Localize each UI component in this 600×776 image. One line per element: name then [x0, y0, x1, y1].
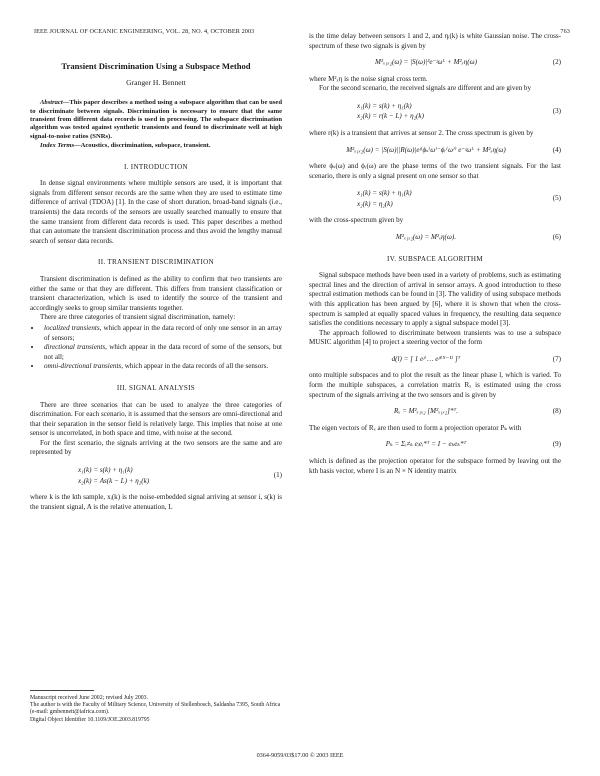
- equation-line: x₂(k) = r(k − L) + η₂(k): [357, 112, 424, 121]
- equation-number: (2): [552, 58, 561, 67]
- ss-paragraph-5: which is defined as the projection operator for the subspace formed by leaving out the kth basis vector, where I is an N × N identity matrix: [309, 457, 561, 475]
- equation-8: [309, 407, 561, 417]
- sa-paragraph-1: There are three scenarios that can be used to analyze the three categories of discrimination. For each scenario, it is assumed that the sensors are omni-directional and that their separation in the sensor field is relatively large. This implies that noise at one sensor is uncorrelated, in both space and time, with noise at the second.: [30, 400, 282, 438]
- ss-paragraph-1: Signal subspace methods have been used in a variety of problems, such as estimating spectral lines and the direction of arrival in sensor arrays. A good introduction to these spectral estimation methods can be found in [3]. The validity of using subspace methods with this application has been argued by [6], where it is shown that when the cross-spectrum is sampled at equally spaced values in frequency, the resulting data sequence satisfies the conditions necessary to apply a signal subspace model [3].: [309, 271, 561, 328]
- index-terms-text: Acoustics, discrimination, subspace, transient.: [80, 142, 211, 150]
- index-terms: [30, 142, 282, 150]
- sa-paragraph-3: where k is the kth sample, xᵢ(k) is the noise-embedded signal arriving at sensor i, s(k) is the transient signal, A is the relative attenuation, L: [30, 493, 282, 511]
- equation-line: x₂(k) = η₂(k): [357, 199, 393, 208]
- equation-number: (9): [552, 440, 561, 449]
- list-item-term: directional transients: [44, 343, 106, 352]
- right-column: [309, 32, 561, 476]
- equation-number: (7): [552, 354, 561, 363]
- equation-2: [309, 58, 561, 68]
- abstract: [30, 99, 282, 141]
- list-item-text: , which appear in the data records of all the sensors.: [121, 362, 269, 371]
- equation-5: [309, 188, 561, 209]
- equation-9: [309, 440, 561, 450]
- equation-4: [309, 146, 561, 156]
- list-item-text: , which appear in the data record of some of the sensors, but not all;: [44, 343, 283, 361]
- paragraph: For the second scenario, the received signals are different and are given by: [319, 84, 532, 93]
- intro-paragraph: In dense signal environments where multiple sensors are used, it is important that signals from different sensor records are the same when they are used to estimate time difference of arrival (TDOA) [1]. In the case of short duration, broad-band signals (i.e., transients) the data records of the sensors are usually searched manually to ensure that the same transient from different data records is used. This paper describes a method that can automate the transient discrimination process and thus avoid the lengthy manual search of sensor data records.: [30, 179, 282, 245]
- equation-7: [309, 355, 561, 365]
- td-paragraph-2: There are three categories of transient signal discrimination, namely:: [40, 313, 236, 322]
- equation-body: M²ₓ₁ₓ₂(ω) = M²ₓη(ω).: [395, 232, 457, 241]
- paper-title: Transient Discrimination Using a Subspace Method: [61, 61, 251, 71]
- paragraph: with the cross-spectrum given by: [309, 216, 404, 225]
- list-item: [42, 362, 282, 372]
- section-heading-introduction: I. INTRODUCTION: [123, 162, 188, 171]
- author-name: Granger H. Bennett: [126, 77, 186, 87]
- equation-number: (1): [273, 470, 282, 479]
- footnotes: [30, 690, 282, 724]
- equation-number: (5): [552, 194, 561, 203]
- equation-line: x₁(k) = s(k) + η₁(k): [78, 466, 133, 475]
- equation-line: x₁(k) = s(k) + η₁(k): [357, 189, 412, 198]
- section-heading-subspace-algorithm: IV. SUBSPACE ALGORITHM: [387, 254, 483, 263]
- list-item: [42, 343, 282, 362]
- ss-paragraph-3: onto multiple subspaces and to plot the result as the linear phase l, which is varied. To form the multiple subspaces, a correlation matrix Rₓ is estimated using the cross spectrum of the signals arriving at the two sensors and is given by: [309, 371, 561, 399]
- equation-6: [309, 233, 561, 243]
- list-item: [42, 324, 282, 343]
- section-heading-signal-analysis: III. SIGNAL ANALYSIS: [116, 383, 196, 392]
- footnote-affiliation: The author is with the Faculty of Military Science, University of Stellenbosch, Saldanha 7395, South Africa (e-mail: gmbennett@iafrica.com).: [30, 702, 281, 716]
- paragraph-continued: is the time delay between sensors 1 and 2, and ηᵢ(k) is white Gaussian noise. The cross-spectrum of these two signals is given by: [309, 32, 561, 50]
- sa-paragraph-2: For the first scenario, the signals arriving at the two sensors are the same and are represented by: [30, 438, 282, 457]
- abstract-text: This paper describes a method using a subspace algorithm that can be used to discriminate between signals. Discrimination is necessary to ensure that the same transient from different data records is used in processing. The subspace discrimination algorithm was tested against synthetic transients and found to discriminate well at high signal-to-noise ratios (SNRs).: [30, 99, 282, 140]
- equation-number: (3): [552, 106, 561, 115]
- equation-number: (6): [552, 232, 561, 241]
- left-column: [30, 58, 282, 512]
- index-terms-lead: Index Terms—: [40, 142, 81, 150]
- equation-number: (8): [552, 407, 561, 416]
- td-paragraph-1: Transient discrimination is defined as the ability to confirm that two transients are either the same or that they are different. This differs from transient classification or transient characterization, which is used to identify the source of the transient and accordingly seeks to group similar transients together.: [30, 274, 282, 312]
- paragraph: where r(k) is a transient that arrives at sensor 2. The cross spectrum is given by: [309, 128, 534, 137]
- running-header: IEEE JOURNAL OF OCEANIC ENGINEERING, VOL. 28, NO. 4, OCTOBER 2003: [34, 28, 255, 35]
- section-heading-transient-discrimination: II. TRANSIENT DISCRIMINATION: [98, 258, 214, 267]
- copyright-footer: 0364-9059/03$17.00 © 2003 IEEE: [256, 752, 344, 759]
- paragraph: where ϕₛ(ω) and ϕᵣ(ω) are the phase terms of the two transient signals. For the last scenario, there is only a signal present on one sensor so that: [309, 162, 561, 180]
- category-list: [30, 324, 282, 372]
- equation-body: Rₓ = M²ₓ₁ₓ₂ [M²ₓ₁ₓ₂]*ᵀ.: [393, 407, 459, 416]
- footnote-received: Manuscript received June 2002; revised July 2003.: [30, 695, 149, 701]
- paragraph: where M²ₓη is the noise signal cross term.: [309, 74, 428, 83]
- equation-1: [30, 465, 282, 486]
- equation-body: M²ₓ₁ₓ₂(ω) = |S(ω)|²e⁻ʲωᴸ + M²ₓη(ω): [375, 58, 477, 67]
- equation-number: (4): [552, 145, 561, 154]
- equation-body: d(l) = [ 1 eʲˡ … eʲˡ⁽ᴺ⁻¹⁾ ]ᵀ: [391, 354, 461, 363]
- equation-line: x₂(k) = As(k − L) + η₂(k): [78, 476, 150, 485]
- footnote-doi: Digital Object Identifier 10.1109/JOE.2003.819795: [30, 716, 150, 723]
- abstract-lead: Abstract—: [40, 99, 70, 107]
- page-number: 763: [560, 28, 570, 35]
- list-item-term: localized transients: [44, 323, 100, 332]
- footnote-rule: [30, 690, 94, 691]
- ss-paragraph-2: The approach followed to discriminate between transients was to use a subspace MUSIC algorithm [4] to project a steering vector of the form: [309, 328, 561, 347]
- equation-body: M²ₓ₁ₓ₂(ω) = |S(ω)||R(ω)|eʲ⁽ϕₛ⁽ω⁾⁻ϕᵣ⁽ω⁾⁾ e⁻ʲωᴸ + M²ₓη(ω): [346, 145, 506, 154]
- equation-3: [309, 101, 561, 122]
- equation-body: Pₖ = Σᵢ≠ₖ eᵢeᵢ*ᵀ = I − eₖeₖ*ᵀ: [385, 440, 467, 449]
- list-item-term: omni-directional transients: [44, 362, 122, 371]
- list-item-text: , which appear in the data record of only one sensor in an array of sensors;: [44, 323, 282, 342]
- ss-paragraph-4: The eigen vectors of Rₓ are then used to form a projection operator Pₖ with: [309, 423, 522, 432]
- equation-line: x₁(k) = s(k) + η₁(k): [357, 101, 412, 110]
